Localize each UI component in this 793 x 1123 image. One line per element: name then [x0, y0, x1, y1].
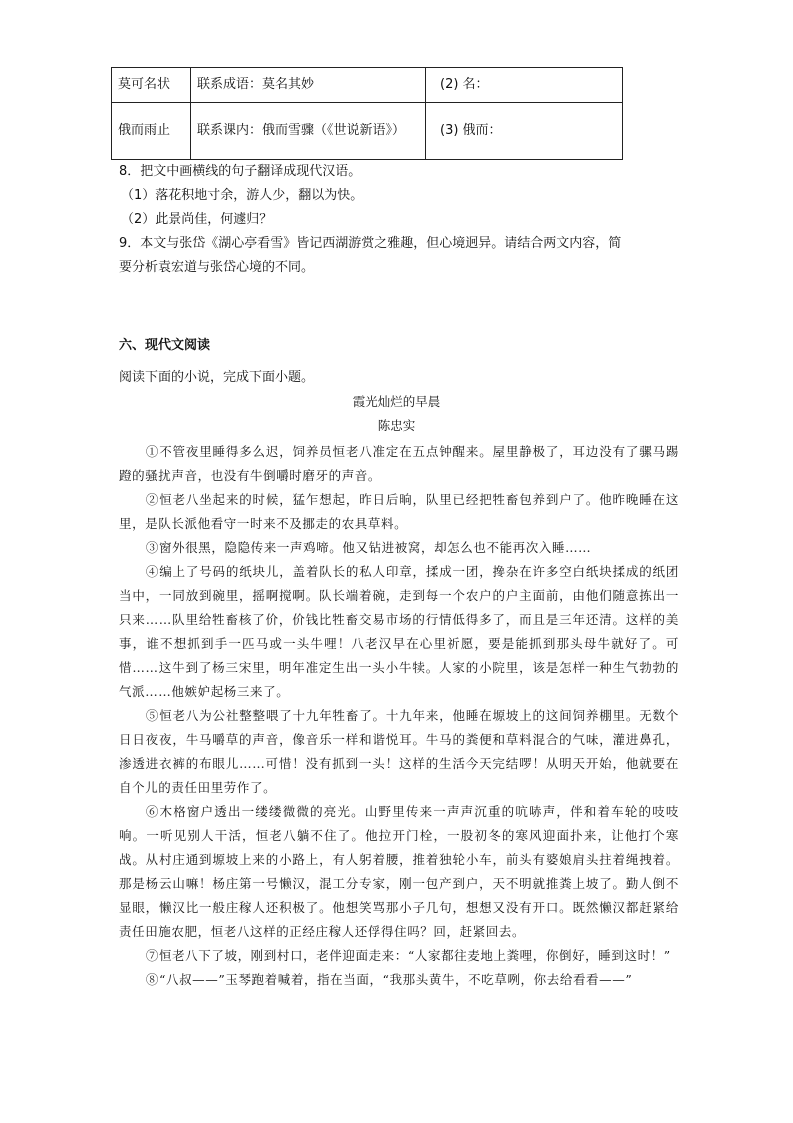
story-paragraph: ②恒老八坐起来的时候，猛乍想起，昨日后晌，队里已经把牲畜包养到户了。他昨晚睡在这里，是队长派他看守一时来不及挪走的农具草料。 [119, 492, 679, 531]
question-9-line1: 9．本文与张岱《湖心亭看雪》皆记西湖游赏之雅趣，但心境迥异。请结合两文内容，简 [119, 236, 622, 251]
story-paragraph: ⑤恒老八为公社整整喂了十九年牲畜了。十九年来，他睡在塬坡上的这间饲养棚里。无数个日日夜夜，牛马嚼草的声音，像音乐一样和谐悦耳。牛马的粪便和草料混合的气味，灌进鼻孔，渗透进衣裤的布眼儿……可惜！没有抓到一头！这样的生活今天完结啰！从明天开始，他就要在自个儿的责任田里劳作了。 [119, 708, 679, 795]
table-cell-hint: 联系课内：俄而雪骤（《世说新语》） [191, 103, 426, 160]
story-paragraph: ⑥木格窗户透出一缕缕微微的亮光。山野里传来一声声沉重的吭哧声，伴和着车轮的吱吱响。一听见别人干活，恒老八躺不住了。他拉开门栓，一股初冬的寒风迎面扑来，让他打个寒战。从村庄通到塬坡上来的小路上，有人躬着腰，推着独轮小车，前头有婆娘肩头拄着绳拽着。那是杨云山嘛！杨庄第一号懒汉，混工分专家，刚一包产到户，天不明就推粪上坡了。勤人倒不显眼，懒汉比一般庄稼人还积极了。他想笑骂那小子几句，想想又没有开口。既然懒汉都赶紧给责任田施农肥，恒老八这样的正经庄稼人还俘得住吗？回，赶紧回去。 [119, 804, 679, 939]
story-paragraph: ④编上了号码的纸块儿，盖着队长的私人印章，揉成一团，搀杂在许多空白纸块揉成的纸团当中，一同放到碗里，摇啊搅啊。队长端着碗，走到每一个农户的户主面前，由他们随意拣出一只来……队里给牲畜核了价，价钱比牲畜交易市场的行情低得多了，而且是三年还清。这样的美事，谁不想抓到手一匹马或一头牛哩！八老汉早在心里祈愿，要是能抓到那头母牛就好了。可惜……这牛到了杨三宋里，明年准定生出一头小牛犊。人家的小院里，该是怎样一种生气勃勃的气派……他嫉妒起杨三来了。 [119, 564, 679, 699]
question-8: 8．把文中画横线的句子翻译成现代汉语。 [119, 164, 362, 179]
question-8-1: （1）落花积地寸余，游人少，翻以为快。 [121, 188, 364, 203]
vocab-table [111, 67, 623, 160]
story-paragraph: ①不管夜里睡得多么迟，饲养员恒老八准定在五点钟醒来。屋里静极了，耳边没有了骡马踢蹬的骚扰声音，也没有牛倒嚼时磨牙的声音。 [119, 444, 679, 483]
table-cell-question: (2) 名： [426, 68, 623, 103]
table-cell-word: 俄而雨止 [112, 103, 191, 160]
table-cell-hint: 联系成语：莫名其妙 [191, 68, 426, 103]
story-author: 陈忠实 [377, 418, 416, 433]
table-row [112, 103, 623, 160]
story-paragraph: ③窗外很黑，隐隐传来一声鸡啼。他又钻进被窝，却怎么也不能再次入睡…… [145, 540, 592, 555]
story-paragraph: ⑧“八叔——”玉琴跑着喊着，指在当面，“我那头黄牛，不吃草咧，你去给看看——” [145, 972, 633, 987]
table-row [112, 68, 623, 103]
question-8-2: （2）此景尚佳，何遽归？ [121, 212, 273, 227]
table-cell-word: 莫可名状 [112, 68, 191, 103]
story-body [119, 440, 679, 992]
table-cell-question: (3) 俄而： [426, 103, 623, 160]
section-title: 六、现代文阅读 [119, 338, 211, 353]
story-paragraph: ⑦恒老八下了坡，刚到村口，老伴迎面走来：“人家都往麦地上粪哩，你倒好，睡到这时！” [145, 948, 671, 963]
section-instruction: 阅读下面的小说，完成下面小题。 [119, 370, 315, 385]
story-title: 霞光灿烂的早晨 [352, 394, 441, 409]
question-9-line2: 要分析袁宏道与张岱心境的不同。 [119, 260, 315, 275]
